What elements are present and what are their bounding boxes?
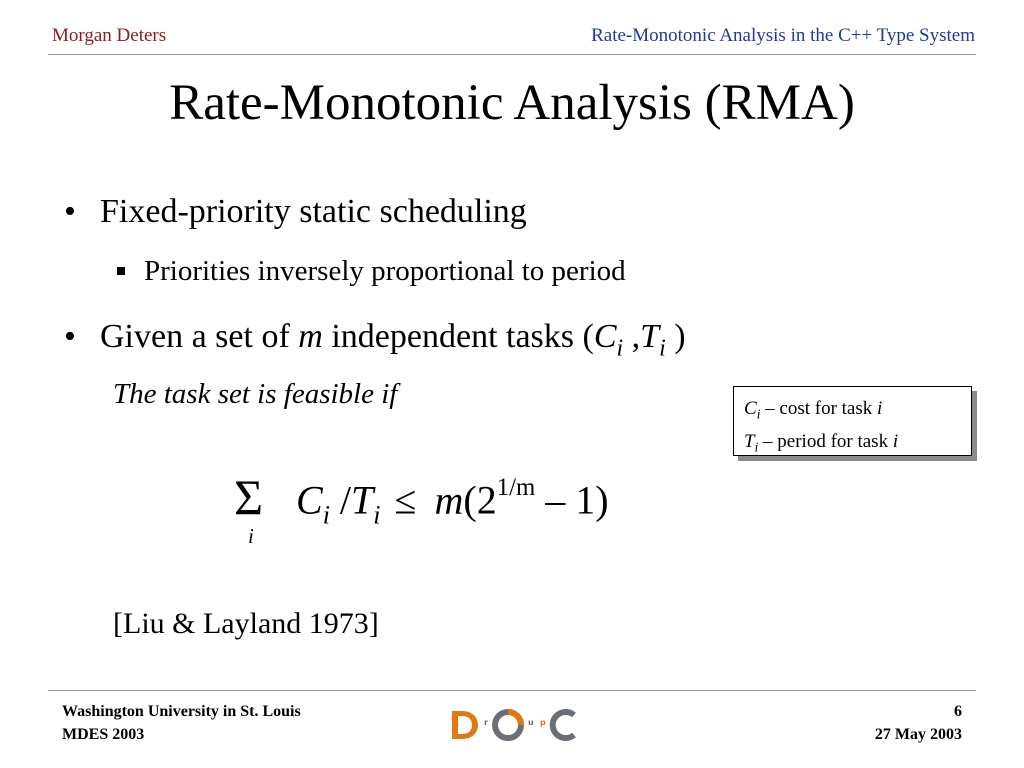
rma-formula	[226, 468, 746, 558]
bullet-fixed-priority: Fixed-priority static scheduling	[100, 193, 527, 230]
legend-period-line	[744, 428, 971, 461]
footer-date: 27 May 2003	[874, 726, 962, 743]
formula-slash: /	[329, 477, 352, 523]
logo-letter-c	[553, 712, 574, 738]
formula-exponent	[497, 474, 536, 501]
formula-var-m: m	[434, 477, 464, 523]
legend-sub-i: i	[756, 406, 761, 422]
formula-body	[296, 474, 609, 530]
logo-letter-u: u	[528, 718, 534, 727]
header-author: Morgan Deters	[52, 25, 167, 46]
formula-sub-i: i	[373, 500, 381, 530]
bullet-given-suffix: independent tasks (	[322, 318, 594, 355]
formula-var-t: T	[351, 477, 374, 523]
legend-cost-line	[744, 395, 971, 428]
legend-dash: –	[760, 398, 780, 419]
sub-bullet-priorities: Priorities inversely proportional to period	[144, 255, 626, 287]
slide-title: Rate-Monotonic Analysis (RMA)	[169, 75, 855, 131]
doc-group-logo	[450, 705, 578, 745]
math-var-c: C	[593, 318, 617, 355]
bullet-dot: •	[64, 193, 76, 230]
formula-leq: ≤	[394, 477, 417, 523]
legend-sub-i: i	[754, 439, 759, 455]
math-sub-i: i	[659, 335, 666, 362]
formula-exp-text: 1/m	[496, 474, 536, 501]
formula-sigma: Σ	[234, 469, 264, 525]
sub-bullet-square	[117, 267, 125, 275]
bullet-dot: •	[64, 318, 76, 355]
legend-idx-i: i	[892, 430, 899, 452]
formula-tail: – 1)	[535, 477, 609, 523]
formula-var-c: C	[296, 477, 323, 523]
footer-divider	[48, 690, 976, 691]
footer-right	[875, 700, 962, 746]
formula-base: (2	[463, 477, 497, 523]
math-var-t: T	[640, 318, 660, 355]
formula-sigma-sub: i	[248, 524, 254, 548]
legend-idx-i: i	[877, 398, 883, 419]
math-sub-i: i	[616, 335, 624, 362]
legend-period-text: period for task	[777, 430, 893, 452]
legend-var-t: T	[744, 430, 755, 452]
footer-event: MDES 2003	[62, 726, 145, 743]
math-close-paren: )	[665, 318, 686, 355]
logo-letter-o-accent	[508, 712, 521, 725]
legend-cost-text: cost for task	[779, 398, 878, 419]
bullet-given-tasks	[100, 318, 686, 362]
header-presentation-title: Rate-Monotonic Analysis in the C++ Type System	[591, 25, 975, 46]
math-comma: ,	[623, 318, 641, 355]
footer-left	[62, 700, 301, 746]
citation: [Liu & Layland 1973]	[113, 607, 379, 640]
math-var-m: m	[298, 318, 323, 355]
legend-var-c: C	[744, 398, 757, 419]
bullet-given-prefix: Given a set of	[100, 318, 299, 355]
footer-institution: Washington University in St. Louis	[62, 703, 301, 720]
footer-page-number: 6	[954, 703, 962, 720]
header-divider	[48, 54, 976, 55]
feasibility-condition: The task set is feasible if	[113, 378, 398, 410]
logo-letter-r: r	[484, 718, 488, 727]
legend-box	[733, 386, 972, 456]
logo-letter-d	[452, 711, 478, 739]
logo-letter-p: p	[540, 718, 546, 727]
formula-sub-i: i	[322, 500, 330, 530]
legend-dash: –	[758, 430, 778, 452]
